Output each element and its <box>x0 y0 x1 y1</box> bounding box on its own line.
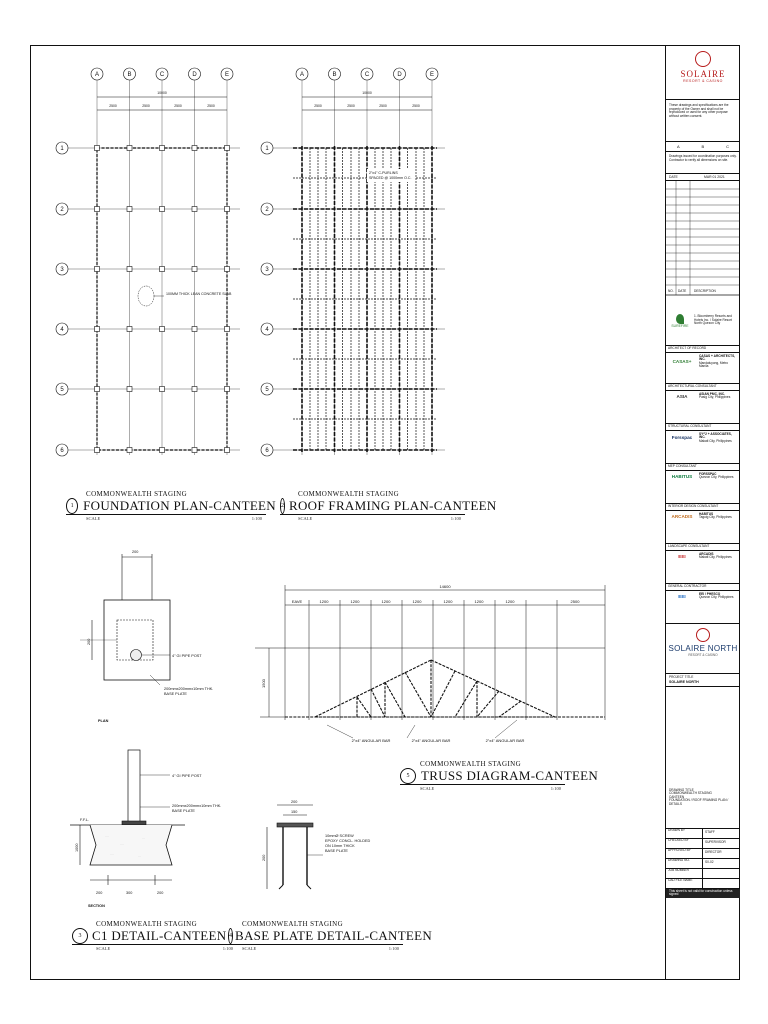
foundation-view-title <box>66 490 276 521</box>
c1-section-plate-label: 200mmx200mmx10mm THK. <box>172 804 222 808</box>
truss-segment: 1200 <box>412 599 422 604</box>
c1-title: C1 DETAIL-CANTEEN <box>92 928 227 943</box>
truss-segment: 1200 <box>505 599 515 604</box>
c1-depth-dim: 1000 <box>75 843 79 852</box>
svg-text:∙ . · ∙: ∙ . · ∙ <box>120 844 124 846</box>
project-logo-text: SOLAIRE NORTH <box>668 644 738 653</box>
baseplate-dim-inner: 150 <box>291 810 298 814</box>
baseplate-note: EPOXY CONCL. HOLDED <box>325 839 371 843</box>
consultant-detail: Makati City, Philippines <box>699 438 732 443</box>
lean-concrete-note: 100MM THICK LEAN CONCRETE SLAB <box>166 292 232 296</box>
scale-label: SCALE <box>86 516 101 521</box>
date-value: MAR 01 2021 <box>704 175 725 179</box>
svg-text:. ∙ · .: . ∙ · . <box>110 854 114 856</box>
grid-col-label: D <box>192 72 197 79</box>
c1-plan-label: PLAN <box>98 719 109 723</box>
grid-col-label: C <box>159 72 165 79</box>
baseplate-project-label: COMMONWEALTH STAGING <box>242 920 344 928</box>
scale-value: 1:100 <box>450 516 461 521</box>
purlin-spacing-note: SPACED @ 1000mm O.C. <box>369 176 412 180</box>
baseplate-dim-side: 200 <box>262 854 266 861</box>
c1-ffl-label: F.F.L. <box>80 818 90 822</box>
project-logo-block <box>666 624 740 674</box>
consultant-role: ARCHITECTURAL CONSULTANT <box>666 384 740 391</box>
scale-label: SCALE <box>298 516 313 521</box>
consultant-role: ARCHITECT OF RECORD <box>666 346 740 353</box>
developer-logo: SUREFIRE <box>671 323 689 328</box>
truss-member-label: 2"x4" ANGULAR BAR <box>411 738 451 743</box>
roof-framing-plan-drawing <box>255 60 465 460</box>
consultant-name: CASAS + ARCHITECTS, INC. <box>699 353 736 362</box>
grid-row-label: 2 <box>265 207 269 214</box>
consultant-detail: Taguig City, Philippines <box>699 515 732 520</box>
rev-table-col: NO. <box>668 289 674 293</box>
svg-text:· ∙ . ·: · ∙ . · <box>105 836 110 838</box>
truss-height-dim: 1500 <box>261 679 266 688</box>
revision-note: Drawings issued for coordination purposes only. Contractor to verify all dimensions on site. <box>666 152 740 174</box>
c1-plan-side-dim: 200 <box>87 638 91 645</box>
foundation-title: FOUNDATION PLAN-CANTEEN <box>83 498 276 513</box>
consultant-logo: HABITUS <box>671 473 693 479</box>
c1-detail-drawing <box>60 545 280 915</box>
grid-col-label: E <box>429 72 435 79</box>
grid-col-label: A <box>299 72 305 79</box>
consultant-logo: Forsspac <box>671 435 693 441</box>
grid-col-label: C <box>364 72 370 79</box>
consultant-block <box>666 504 740 544</box>
scale-value: 1:100 <box>550 786 561 791</box>
info-row-key: DRAWN BY <box>666 829 703 838</box>
project-title-label: PROJECT TITLE <box>669 675 694 679</box>
bay-dimension: 2500 <box>207 104 215 108</box>
scale-label: SCALE <box>420 786 435 791</box>
sheet-info-rows <box>666 829 740 889</box>
consultant-role: GENERAL CONTRACTOR <box>666 584 740 591</box>
info-row <box>666 879 740 889</box>
scale-label: SCALE <box>96 946 111 951</box>
truss-member-label: 2"x4" ANGULAR BAR <box>485 738 525 743</box>
truss-start-label: EAVE <box>291 599 303 604</box>
consultant-block <box>666 384 740 424</box>
grid-row-label: 1 <box>265 146 269 153</box>
consultant-role: INTERIOR DESIGN CONSULTANT <box>666 504 740 511</box>
grid-row-label: 6 <box>265 448 269 455</box>
consultant-name: ASIAN PMC, INC. <box>699 391 726 396</box>
truss-project-label: COMMONWEALTH STAGING <box>420 760 522 768</box>
rev-col: B <box>701 144 705 149</box>
c1-section-plate-label-2: BASE PLATE <box>172 809 195 813</box>
baseplate-note: BASE PLATE <box>325 849 348 853</box>
grid-row-label: 4 <box>265 327 269 334</box>
c1-section-label: SECTION <box>88 904 105 908</box>
c1-plate-label: 200mmx200mmx10mm THK. <box>164 687 214 691</box>
consultant-block <box>666 424 740 464</box>
consultant-logo: CASAS+ <box>672 359 692 365</box>
grid-row-label: 3 <box>60 267 64 274</box>
consultant-detail: Mandaluyong, Metro Manila <box>699 360 729 369</box>
baseplate-dim-top: 200 <box>291 800 298 804</box>
grid-row-label: 5 <box>265 387 269 394</box>
view-number-bubble: 2 <box>280 498 285 514</box>
title-block <box>665 45 740 980</box>
consultant-name: FORSSPAC <box>699 471 717 476</box>
info-row-key: CAD FILE NAME <box>666 879 703 888</box>
consultant-logo: ASIA <box>676 393 688 399</box>
grid-row-label: 4 <box>60 327 64 334</box>
date-label: DATE <box>669 175 678 179</box>
grid-col-label: E <box>224 72 230 79</box>
view-number-bubble: 5 <box>400 768 416 784</box>
info-row-value: STAFF <box>705 830 715 835</box>
consultant-block <box>666 584 740 624</box>
foundation-project-label: COMMONWEALTH STAGING <box>86 490 188 498</box>
consultant-role: STRUCTURAL CONSULTANT <box>666 424 740 431</box>
consultant-role: MEP CONSULTANT <box>666 464 740 471</box>
baseplate-view-title <box>228 920 433 951</box>
roof-view-title <box>280 490 497 521</box>
project-title-block <box>666 674 740 687</box>
project-title-value: SOLAIRE NORTH <box>669 679 699 684</box>
c1-plan-dim: 200 <box>132 550 139 554</box>
base-plate-detail-drawing <box>255 795 405 915</box>
sheet-title-line: FOUNDATION / ROOF FRAMING PLAN / DETAILS <box>669 798 729 806</box>
baseplate-title: BASE PLATE DETAIL-CANTEEN <box>235 928 433 943</box>
truss-member-label: 2"x4" ANGULAR BAR <box>351 738 391 743</box>
project-logo-sub: RESORT & CASINO <box>688 653 718 657</box>
baseplate-note: ON 10mm THICK <box>325 844 355 848</box>
c1-footing-dim: 200 <box>157 891 164 895</box>
developer-block <box>666 296 740 346</box>
bay-dimension: 2500 <box>109 104 117 108</box>
developer-logo-icon <box>676 314 684 324</box>
c1-plate-label-2: BASE PLATE <box>164 692 187 696</box>
consultant-block <box>666 464 740 504</box>
bay-dimension: 2500 <box>314 104 322 108</box>
truss-segment: 1200 <box>350 599 360 604</box>
grid-row-label: 6 <box>60 448 64 455</box>
grid-row-label: 2 <box>60 207 64 214</box>
developer-text: 1. Bloomberry Resorts and Hotels Inc. / Solaire Resort North Quezon City <box>694 314 732 326</box>
consultant-logo: EEI <box>678 553 686 559</box>
sheet-title-block <box>666 687 740 829</box>
roof-title: ROOF FRAMING PLAN-CANTEEN <box>289 498 497 513</box>
truss-diagram-drawing <box>255 580 625 750</box>
truss-title: TRUSS DIAGRAM-CANTEEN <box>421 768 599 783</box>
scale-value: 1:100 <box>251 516 262 521</box>
roof-project-label: COMMONWEALTH STAGING <box>298 490 400 498</box>
c1-section-post-label: 4" GI PIPE POST <box>172 774 202 778</box>
view-number-bubble: 3 <box>72 928 88 944</box>
rev-table-col: DATE <box>678 289 687 293</box>
truss-segment: 1200 <box>474 599 484 604</box>
svg-text:· . ∙: · . ∙ <box>142 838 145 840</box>
consultant-list <box>666 346 740 624</box>
consultant-role: LANDSCAPE CONSULTANT <box>666 544 740 551</box>
sheet-title-label: DRAWING TITLE <box>669 787 694 792</box>
scale-label: SCALE <box>242 946 257 951</box>
grid-row-label: 3 <box>265 267 269 274</box>
c1-footing-dim: 200 <box>96 891 103 895</box>
date-row <box>666 174 740 181</box>
consultant-detail: Makati City, Philippines <box>699 555 732 560</box>
consultant-block <box>666 544 740 584</box>
client-logo-emblem <box>695 51 711 67</box>
client-tagline: RESORT & CASINO <box>683 79 723 83</box>
consultant-logo: ARCADIS <box>671 513 693 519</box>
info-row-value: SUPERVISOR <box>705 840 726 845</box>
project-logo-emblem <box>696 628 710 642</box>
truss-segment: 1200 <box>443 599 453 604</box>
info-row-key: DRAWING NO. <box>666 859 703 868</box>
c1-view-title <box>72 920 242 951</box>
svg-text:∙ · .: ∙ · . <box>138 856 141 858</box>
grid-col-label: D <box>397 72 402 79</box>
foundation-plan-drawing <box>50 60 260 460</box>
grid-col-label: B <box>127 72 132 79</box>
baseplate-note: 10mmØ SCREW <box>325 834 354 838</box>
truss-segment: 1200 <box>319 599 329 604</box>
rev-table-col: DESCRIPTION <box>694 289 716 293</box>
sheet-title-line: CANTEEN <box>669 794 685 799</box>
consultant-name: HABITUS <box>699 511 714 516</box>
rev-col: C <box>726 144 730 149</box>
scale-value: 1:100 <box>222 946 233 951</box>
grid-col-label: A <box>94 72 100 79</box>
truss-overall-dim: 14600 <box>439 584 451 589</box>
rev-col: A <box>676 144 680 149</box>
grid-row-label: 1 <box>60 146 64 153</box>
grid-col-label: B <box>332 72 337 79</box>
bay-dimension: 2500 <box>142 104 150 108</box>
bay-dimension: 2500 <box>412 104 420 108</box>
bay-dimension: 2500 <box>379 104 387 108</box>
bay-dimension: 2500 <box>174 104 182 108</box>
overall-dimension: 10000 <box>157 91 167 95</box>
consultant-name: SY^2 + ASSOCIATES, INC. <box>699 431 732 440</box>
info-row-key: JOB NUMBER <box>666 869 703 878</box>
client-logo <box>666 45 740 100</box>
client-logo-text: SOLAIRE <box>680 69 726 79</box>
sheet-title-line: COMMONWEALTH STAGING <box>669 791 712 796</box>
revision-table <box>666 181 740 296</box>
footer-note: This sheet is not valid for construction unless signed <box>666 889 740 898</box>
truss-segment: 2500 <box>570 599 580 604</box>
purlin-note: 2"x4" C-PURLINS <box>369 171 398 175</box>
truss-view-title <box>400 760 600 791</box>
c1-post-label: 4" GI PIPE POST <box>172 654 202 658</box>
consultant-logo: EEI <box>678 593 686 599</box>
info-row-value: S0-02 <box>705 860 714 865</box>
overall-dimension: 10000 <box>362 91 372 95</box>
bay-dimension: 2500 <box>347 104 355 108</box>
revision-header <box>666 142 740 152</box>
info-row-key: CHECKED BY <box>666 839 703 848</box>
consultant-detail: Quezon City, Philippines <box>699 475 734 480</box>
c1-footing-dim: 300 <box>126 891 133 895</box>
info-row-key: APPROVED BY <box>666 849 703 858</box>
scale-value: 1:100 <box>388 946 399 951</box>
consultant-detail: Quezon City, Philippines <box>699 595 734 600</box>
consultant-block <box>666 346 740 384</box>
consultant-detail: Pasig City, Philippines <box>699 395 731 400</box>
info-row-value: DIRECTOR <box>705 850 722 855</box>
view-number-bubble: 4 <box>228 928 233 944</box>
grid-row-label: 5 <box>60 387 64 394</box>
c1-project-label: COMMONWEALTH STAGING <box>96 920 198 928</box>
consultant-name: ARCADIS <box>699 551 714 556</box>
consultant-name: EEI / PHESCO <box>699 591 721 596</box>
truss-segment: 1200 <box>381 599 391 604</box>
ownership-notice: These drawings and specifications are the property of the Owner and shall not be reproduced or used for any other purpose without written consent. <box>666 100 740 142</box>
view-number-bubble: 1 <box>66 498 78 514</box>
